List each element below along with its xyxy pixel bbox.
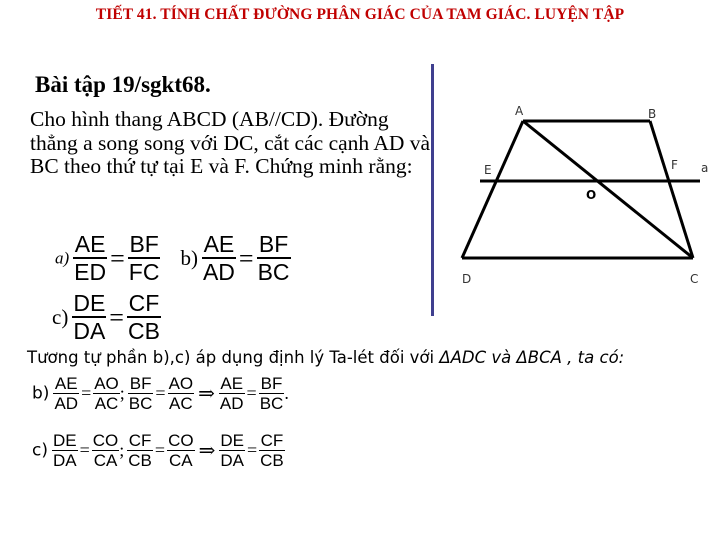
implies-arrow: ⇒ [198, 440, 216, 462]
claims-ab [55, 233, 291, 284]
diagonal-ac [523, 121, 693, 258]
equals-sign: = [246, 440, 258, 460]
label-o-point: O [586, 188, 597, 202]
label-f-point: F [671, 158, 678, 172]
vertical-divider [431, 64, 434, 316]
segment-bc [650, 121, 693, 258]
equals-sign: = [238, 243, 254, 273]
semicolon: ; [119, 440, 125, 460]
fraction: $\frac{AE}{AD}$ [202, 231, 235, 285]
fraction: $\frac{AE}{AD}$ [219, 374, 244, 413]
lesson-title: TIẾT 41. TÍNH CHẤT ĐƯỜNG PHÂN GIÁC CỦA TAM GIÁC. LUYỆN TẬP [95, 6, 625, 23]
solution-c [32, 432, 285, 469]
fraction: $\frac{BF}{FC}$ [128, 231, 160, 285]
period: . [284, 383, 289, 403]
fraction: $\frac{CF}{CB}$ [127, 290, 160, 344]
solution-b [32, 375, 289, 412]
claim-b-label: b) [180, 246, 198, 270]
fraction: $\frac{CF}{CB}$ [128, 431, 152, 470]
segment-ad [462, 121, 523, 258]
fraction: $\frac{CO}{CA}$ [168, 431, 194, 470]
fraction: $\frac{DE}{DA}$ [52, 431, 77, 470]
fraction: $\frac{CO}{CA}$ [92, 431, 119, 470]
trapezoid-figure [440, 98, 720, 293]
label-d-vertex: D [462, 272, 472, 286]
label-line-a: a [701, 161, 709, 175]
solution-note: Tương tự phần b),c) áp dụng định lý Ta-lét đối với ΔADC và ΔBCA , ta có: [27, 348, 625, 367]
implies-arrow: ⇒ [198, 383, 215, 405]
solution-c-label: c) [32, 440, 48, 461]
fraction: $\frac{DE}{DA}$ [73, 290, 106, 344]
equals-sign: = [110, 243, 125, 273]
claim-a-label: a) [55, 248, 70, 268]
equals-sign: = [79, 440, 90, 460]
fraction: $\frac{AO}{AC}$ [94, 374, 119, 413]
equals-sign: = [154, 440, 166, 460]
equals-sign: = [81, 383, 92, 403]
fraction: $\frac{AE}{AD}$ [54, 374, 79, 413]
claim-c-label: c) [52, 305, 69, 329]
equals-sign: = [155, 383, 166, 403]
fraction: $\frac{BF}{BC}$ [128, 374, 153, 413]
exercise-heading: Bài tập 19/sgkt68. [35, 72, 211, 97]
solution-b-label: b) [32, 383, 50, 404]
label-b-vertex: B [648, 107, 657, 121]
fraction: $\frac{DE}{DA}$ [220, 431, 244, 470]
label-a-vertex: A [515, 104, 524, 118]
claim-c [52, 292, 161, 343]
fraction: $\frac{AE}{ED}$ [74, 231, 107, 285]
fraction: $\frac{BF}{BC}$ [259, 374, 284, 413]
fraction: $\frac{AO}{AC}$ [168, 374, 194, 413]
fraction: $\frac{BF}{BC}$ [257, 231, 290, 285]
fraction: $\frac{CF}{CB}$ [260, 431, 284, 470]
equals-sign: = [246, 383, 257, 403]
semicolon: ; [119, 383, 125, 403]
label-c-vertex: C [690, 272, 699, 286]
triangles-text: ΔADC và ΔBCA [439, 348, 562, 367]
problem-statement: Cho hình thang ABCD (AB//CD). Đường thẳng a song song với DC, cắt các cạnh AD và BC theo thứ tự tại E và F. Chứng minh rằng: [30, 107, 431, 178]
label-e-point: E [484, 163, 492, 177]
equals-sign: = [109, 302, 124, 332]
